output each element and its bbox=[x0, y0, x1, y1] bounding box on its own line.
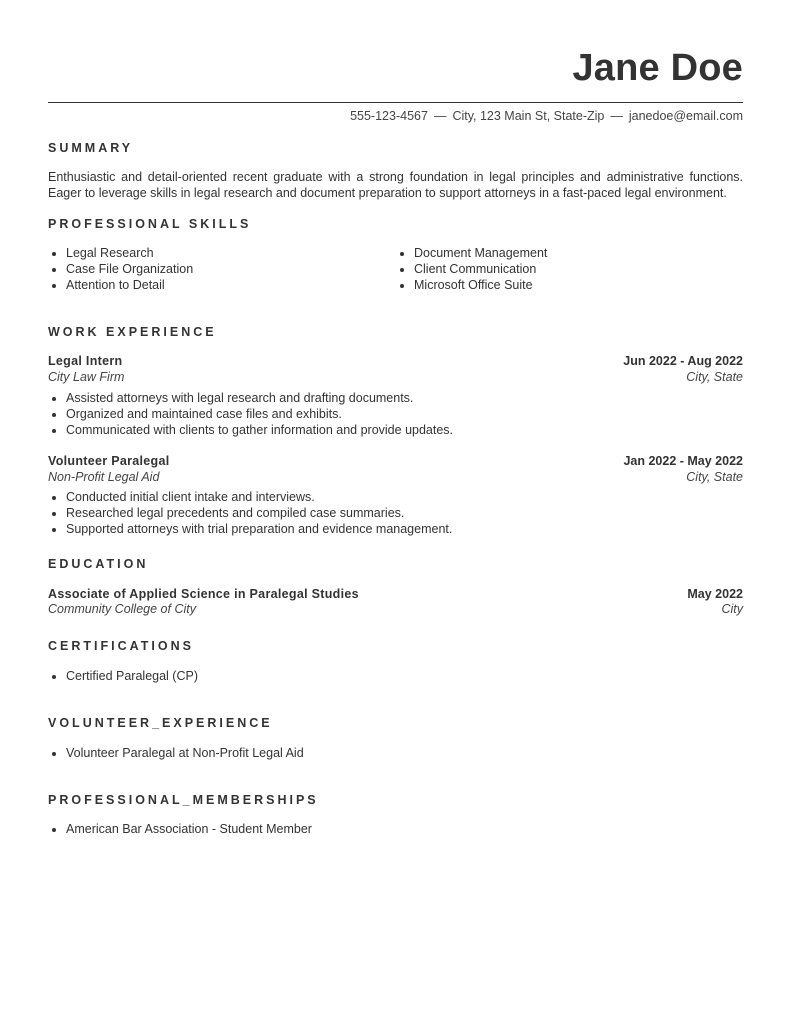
skill-item: • Attention to Detail bbox=[66, 278, 193, 294]
duty-item: • Organized and maintained case files and exhibits. bbox=[66, 407, 743, 423]
job-org-line bbox=[48, 469, 743, 485]
job-title: Volunteer Paralegal bbox=[48, 454, 170, 468]
contact-separator: — bbox=[433, 109, 447, 123]
education-school-line bbox=[48, 601, 743, 617]
school-location: City bbox=[721, 602, 743, 616]
school-name: Community College of City bbox=[48, 602, 196, 616]
volunteer-heading: VOLUNTEER_EXPERIENCE bbox=[48, 716, 273, 730]
work-experience-heading: WORK EXPERIENCE bbox=[48, 325, 217, 339]
email-address: janedoe@email.com bbox=[628, 109, 743, 123]
phone-number: 555-123-4567 bbox=[350, 109, 428, 123]
job-location: City, State bbox=[686, 470, 743, 484]
job-header bbox=[48, 453, 743, 469]
skill-item: • Microsoft Office Suite bbox=[414, 278, 547, 294]
job-org-line bbox=[48, 369, 743, 385]
graduation-date: May 2022 bbox=[687, 587, 743, 601]
job-organization: City Law Firm bbox=[48, 370, 125, 384]
contact-line bbox=[350, 108, 743, 125]
summary-heading: SUMMARY bbox=[48, 141, 134, 155]
duty-item: • Conducted initial client intake and interviews. bbox=[66, 490, 743, 506]
education-heading: EDUCATION bbox=[48, 557, 149, 571]
job-duties bbox=[48, 490, 743, 537]
skill-item: • Case File Organization bbox=[66, 262, 193, 278]
volunteer-list bbox=[48, 746, 743, 762]
memberships-list bbox=[48, 822, 743, 838]
job-title: Legal Intern bbox=[48, 354, 123, 368]
volunteer-item: • Volunteer Paralegal at Non-Profit Legal Aid bbox=[66, 746, 743, 762]
degree-title: Associate of Applied Science in Paralegal Studies bbox=[48, 587, 359, 601]
certifications-list bbox=[48, 669, 743, 685]
certifications-heading: CERTIFICATIONS bbox=[48, 639, 194, 653]
membership-item: • American Bar Association - Student Member bbox=[66, 822, 743, 838]
skill-item: • Document Management bbox=[414, 246, 547, 262]
candidate-name: Jane Doe bbox=[572, 47, 743, 89]
duty-item: • Communicated with clients to gather information and provide updates. bbox=[66, 423, 743, 439]
job-duties bbox=[48, 391, 743, 438]
job-dates: Jan 2022 - May 2022 bbox=[623, 454, 743, 468]
contact-separator: — bbox=[610, 109, 623, 123]
duty-item: • Assisted attorneys with legal research and drafting documents. bbox=[66, 391, 743, 407]
summary-text: Enthusiastic and detail-oriented recent graduate with a strong foundation in legal principles and administrative functions. Eager to leverage skills in legal research and document preparation to support attorneys in a fast-paced legal environment. bbox=[48, 170, 743, 200]
memberships-heading: PROFESSIONAL_MEMBERSHIPS bbox=[48, 793, 319, 807]
skill-item: • Client Communication bbox=[414, 262, 547, 278]
skills-heading: PROFESSIONAL SKILLS bbox=[48, 217, 252, 231]
education-header bbox=[48, 586, 743, 602]
header-divider bbox=[48, 102, 743, 103]
skill-item: • Legal Research bbox=[66, 246, 193, 262]
duty-item: • Supported attorneys with trial preparation and evidence management. bbox=[66, 522, 743, 538]
job-dates: Jun 2022 - Aug 2022 bbox=[623, 354, 743, 368]
job-header bbox=[48, 353, 743, 369]
job-location: City, State bbox=[686, 370, 743, 384]
skills-column-left bbox=[48, 246, 193, 293]
certification-item: • Certified Paralegal (CP) bbox=[66, 669, 743, 685]
duty-item: • Researched legal precedents and compiled case summaries. bbox=[66, 506, 743, 522]
address: City, 123 Main St, State-Zip bbox=[452, 109, 605, 123]
skills-column-right bbox=[396, 246, 547, 293]
job-organization: Non-Profit Legal Aid bbox=[48, 470, 160, 484]
